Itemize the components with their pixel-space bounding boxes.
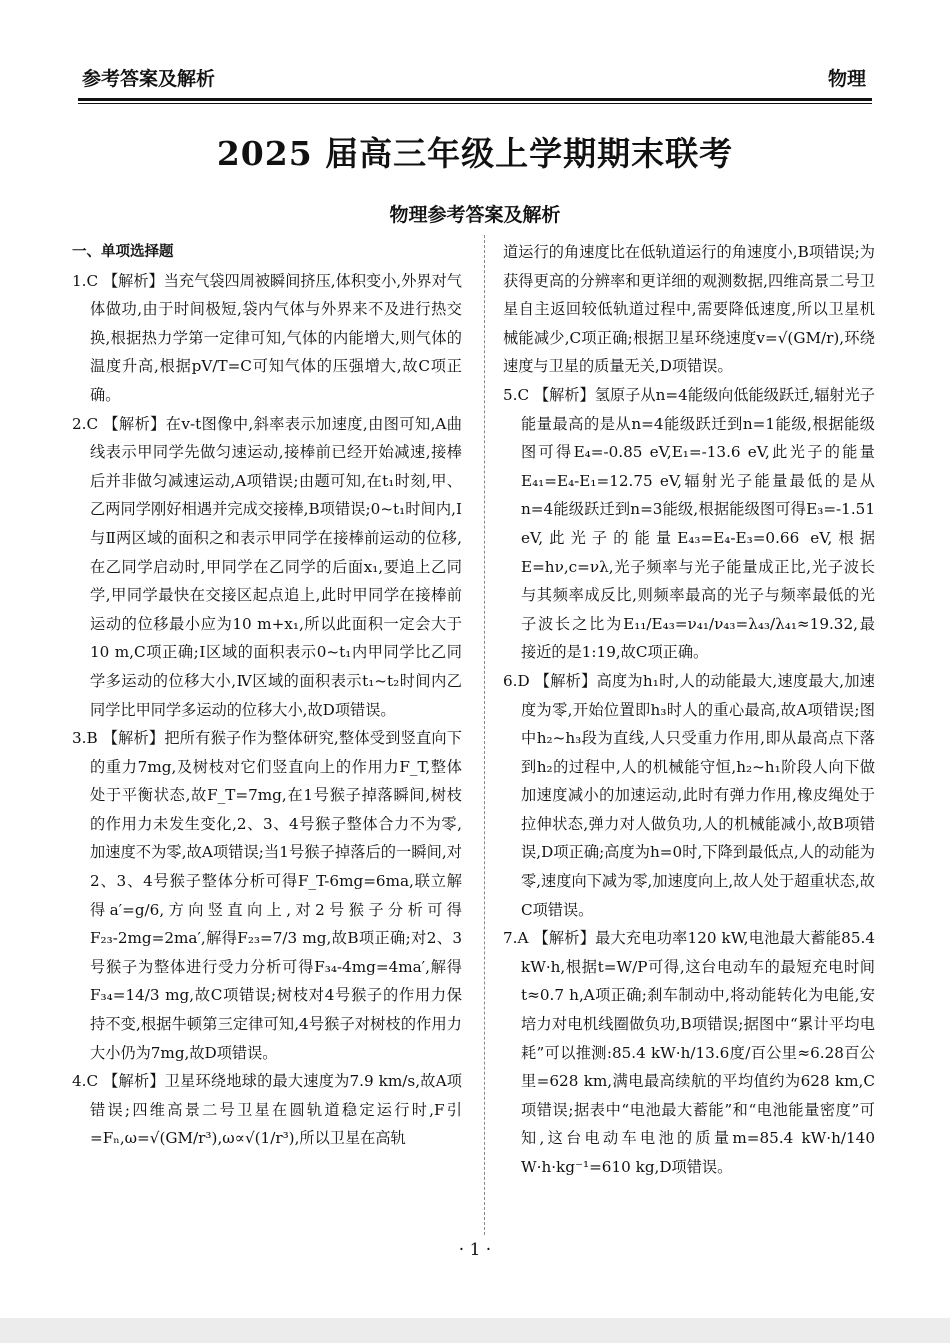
answer-5: 5.C 【解析】氢原子从n=4能级向低能级跃迁,辐射光子能量最高的是从n=4能级跃迁到n=1能级,根据能级图可得E₄=-0.85 eV,E₁=-13.6 eV,此光子的能量E₄₁=E₄-E₁=12.75 eV,辐射光子能量最低的是从n=4能级跃迁到n=3能级,根据能级图可得E₃=-1.51 eV,此光子的能量E₄₃=E₄-E₃=0.66 eV,根据E=hν,c=νλ,光子频率与光子能量成正比,光子波长与其频率成反比,则频率最高的光子与频率最低的光子波长之比为E₁₁/E₄₃=ν₄₁/ν₄₃=λ₄₃/λ₄₁≈19.32,最接近的是1:19,故C项正确。 <box>503 385 875 662</box>
right-column <box>503 238 875 1182</box>
header-rule-thick <box>78 98 872 101</box>
bottom-scan-strip <box>0 1318 950 1343</box>
page-number: · 1 · <box>458 1240 492 1260</box>
answer-2: 2.C 【解析】在v-t图像中,斜率表示加速度,由图可知,A曲线表示甲同学先做匀速运动,接棒前已经开始减速,接棒后并非做匀减速运动,A项错误;由题可知,在t₁时刻,甲、乙两同学刚好相遇并完成交接棒,B项错误;0~t₁时间内,Ⅰ与Ⅱ两区域的面积之和表示甲同学在接棒前运动的位移,在乙同学启动时,甲同学在乙同学的后面x₁,要追上乙同学,甲同学最快在交接区起点追上,此时甲同学在接棒前运动的位移最小应为10 m+x₁,所以此面积一定会大于10 m,C项正确;Ⅰ区域的面积表示0~t₁内甲同学比乙同学多运动的位移大小,Ⅳ区域的面积表示t₁~t₂时间内乙同学比甲同学多运动的位移大小,故D项错误。 <box>72 414 462 719</box>
answer-4: 4.C 【解析】卫星环绕地球的最大速度为7.9 km/s,故A项错误;四维高景二号卫星在圆轨道稳定运行时,F引=Fₙ,ω=√(GM/r³),ω∝√(1/r³),所以卫星在高轨 <box>72 1072 462 1148</box>
answer-7: 7.A 【解析】最大充电功率120 kW,电池最大蓄能85.4 kW·h,根据t=W/P可得,这台电动车的最短充电时间t≈0.7 h,A项正确;刹车制动中,将动能转化为电能,安培力对电机线圈做负功,B项错误;据图中“累计平均电耗”可以推测:85.4 kW·h/13.6度/百公里≈6.28百公里=628 km,满电最高续航的平均值约为628 km,C项错误;据表中“电池最大蓄能”和“电池能量密度”可知,这台电动车电池的质量m=85.4 kW·h/140 W·h·kg⁻¹=610 kg,D项错误。 <box>503 929 875 1176</box>
header-subject: 物理 <box>827 68 866 90</box>
answer-6: 6.D 【解析】高度为h₁时,人的动能最大,速度最大,加速度为零,开始位置即h₃时人的重心最高,故A项错误;图中h₂~h₃段为直线,人只受重力作用,即从最高点下落到h₂的过程中,人的机械能守恒,h₂~h₁阶段人向下做加速度减小的加速运动,此时有弹力作用,橡皮绳处于拉伸状态,弹力对人做负功,人的机械能减小,故B项错误,D项正确;高度为h=0时,下降到最低点,人的动能为零,速度向下减为零,加速度向上,故人处于超重状态,故C项错误。 <box>503 671 875 919</box>
header-left: 参考答案及解析 <box>82 68 216 90</box>
page-title: 2025 届高三年级上学期期末联考 <box>216 134 734 173</box>
section-heading: 一、单项选择题 <box>72 244 174 260</box>
answer-4-continued: 道运行的角速度比在低轨道运行的角速度小,B项错误;为获得更高的分辨率和更详细的观测数据,四维高景二号卫星自主返回较低轨道过程中,需要降低速度,所以卫星机械能减少,C项正确;根据卫星环绕速度v=√(GM/r),环绕速度与卫星的质量无关,D项错误。 <box>503 243 875 376</box>
answer-3: 3.B 【解析】把所有猴子作为整体研究,整体受到竖直向下的重力7mg,及树枝对它们竖直向上的作用力F_T,整体处于平衡状态,故F_T=7mg,在1号猴子掉落瞬间,树枝的作用力未发生变化,2、3、4号猴子整体合力不为零,加速度不为零,故A项错误;当1号猴子掉落后的一瞬间,对2、3、4号猴子整体分析可得F_T-6mg=6ma,联立解得a′=g/6,方向竖直向上,对2号猴子分析可得F₂₃-2mg=2ma′,解得F₂₃=7/3 mg,故B项正确;对2、3号猴子为整体进行受力分析可得F₃₄-4mg=4ma′,解得F₃₄=14/3 mg,故C项错误;树枝对4号猴子的作用力保持不变,根据牛顿第三定律可知,4号猴子对树枝的作用力大小仍为7mg,故D项错误。 <box>72 729 462 1062</box>
running-header <box>78 62 872 96</box>
header-rule-thin <box>78 103 872 104</box>
page-subtitle: 物理参考答案及解析 <box>389 204 561 226</box>
left-column <box>72 238 462 1153</box>
answer-1: 1.C 【解析】当充气袋四周被瞬间挤压,体积变小,外界对气体做功,由于时间极短,袋内气体与外界来不及进行热交换,根据热力学第一定律可知,气体的内能增大,则气体的温度升高,根据pV/T=C可知气体的压强增大,故C项正确。 <box>72 271 462 404</box>
column-divider <box>484 235 485 1235</box>
